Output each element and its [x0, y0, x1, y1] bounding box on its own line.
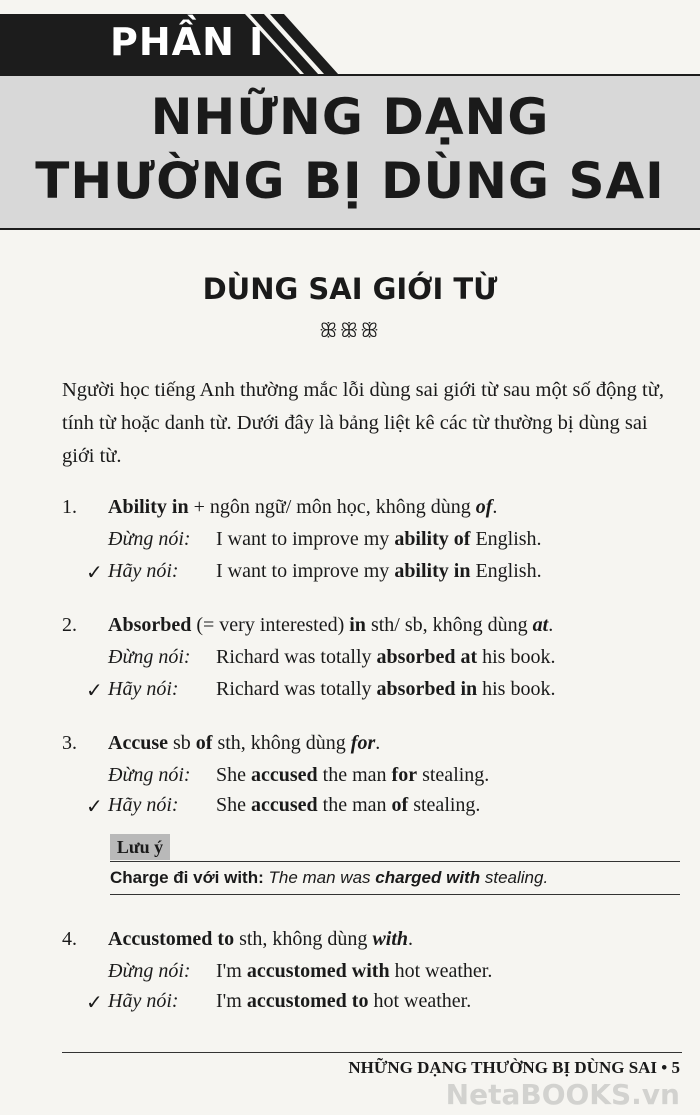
footer-separator: •: [661, 1058, 668, 1077]
note-tag: Lưu ý: [110, 834, 170, 860]
part-label: PHẦN I: [110, 20, 265, 64]
wrong-label: Đừng nói:: [108, 646, 191, 668]
correct-sentence: I'm accustomed to hot weather.: [216, 990, 472, 1012]
wrong-label: Đừng nói:: [108, 764, 191, 786]
wrong-label: Đừng nói:: [108, 528, 191, 550]
correct-label: Hãy nói:: [108, 794, 179, 816]
correct-label: Hãy nói:: [108, 990, 179, 1012]
chapter-title-line-1: NHỮNG DẠNG: [150, 88, 550, 146]
running-footer: [348, 1058, 680, 1078]
page-number: 5: [671, 1058, 680, 1077]
flourish-ornament: ꕥꕥꕥ: [319, 320, 381, 342]
item-heading: Accuse sb of sth, không dùng for.: [108, 732, 381, 754]
intro-paragraph: Người học tiếng Anh thường mắc lỗi dùng sai giới từ sau một số động từ, tính từ hoặc danh từ. Dưới đây là bảng liệt kê các từ thường bị dùng sai giới từ.: [62, 379, 664, 467]
wrong-sentence: She accused the man for stealing.: [216, 764, 490, 786]
footer-rule: [62, 1052, 682, 1053]
check-icon: ✓: [86, 680, 103, 702]
section-title: DÙNG SAI GIỚI TỪ: [202, 272, 498, 306]
note-example-a: The man was: [268, 868, 376, 887]
note-example-bold: charged with: [375, 868, 481, 887]
correct-label: Hãy nói:: [108, 678, 179, 700]
check-icon: ✓: [86, 992, 103, 1014]
correct-sentence: Richard was totally absorbed in his book.: [216, 678, 556, 700]
wrong-sentence: I'm accustomed with hot weather.: [216, 960, 493, 982]
item-number: 4.: [62, 928, 77, 950]
item-number: 1.: [62, 496, 77, 518]
note-example-b: stealing.: [480, 868, 549, 887]
item-heading: Absorbed (= very interested) in sth/ sb, không dùng at.: [108, 614, 554, 636]
correct-label: Hãy nói:: [108, 560, 179, 582]
wrong-sentence: I want to improve my ability of English.: [216, 528, 542, 550]
item-heading: Ability in + ngôn ngữ/ môn học, không dùng of.: [108, 496, 498, 518]
watermark: NetaBOOKS.vn: [445, 1078, 680, 1111]
check-icon: ✓: [86, 562, 103, 584]
wrong-label: Đừng nói:: [108, 960, 191, 982]
correct-sentence: I want to improve my ability in English.: [216, 560, 542, 582]
wrong-sentence: Richard was totally absorbed at his book.: [216, 646, 556, 668]
item-number: 3.: [62, 732, 77, 754]
chapter-title-line-2: THƯỜNG BỊ DÙNG SAI: [35, 152, 665, 210]
note-top-rule: [110, 861, 680, 862]
footer-title: NHỮNG DẠNG THƯỜNG BỊ DÙNG SAI: [348, 1058, 658, 1077]
item-number: 2.: [62, 614, 77, 636]
note-text: [110, 868, 548, 888]
item-heading: Accustomed to sth, không dùng with.: [108, 928, 414, 950]
note-prefix: Charge đi với with:: [110, 868, 269, 887]
correct-sentence: She accused the man of stealing.: [216, 794, 481, 816]
check-icon: ✓: [86, 796, 103, 818]
note-bottom-rule: [110, 894, 680, 895]
